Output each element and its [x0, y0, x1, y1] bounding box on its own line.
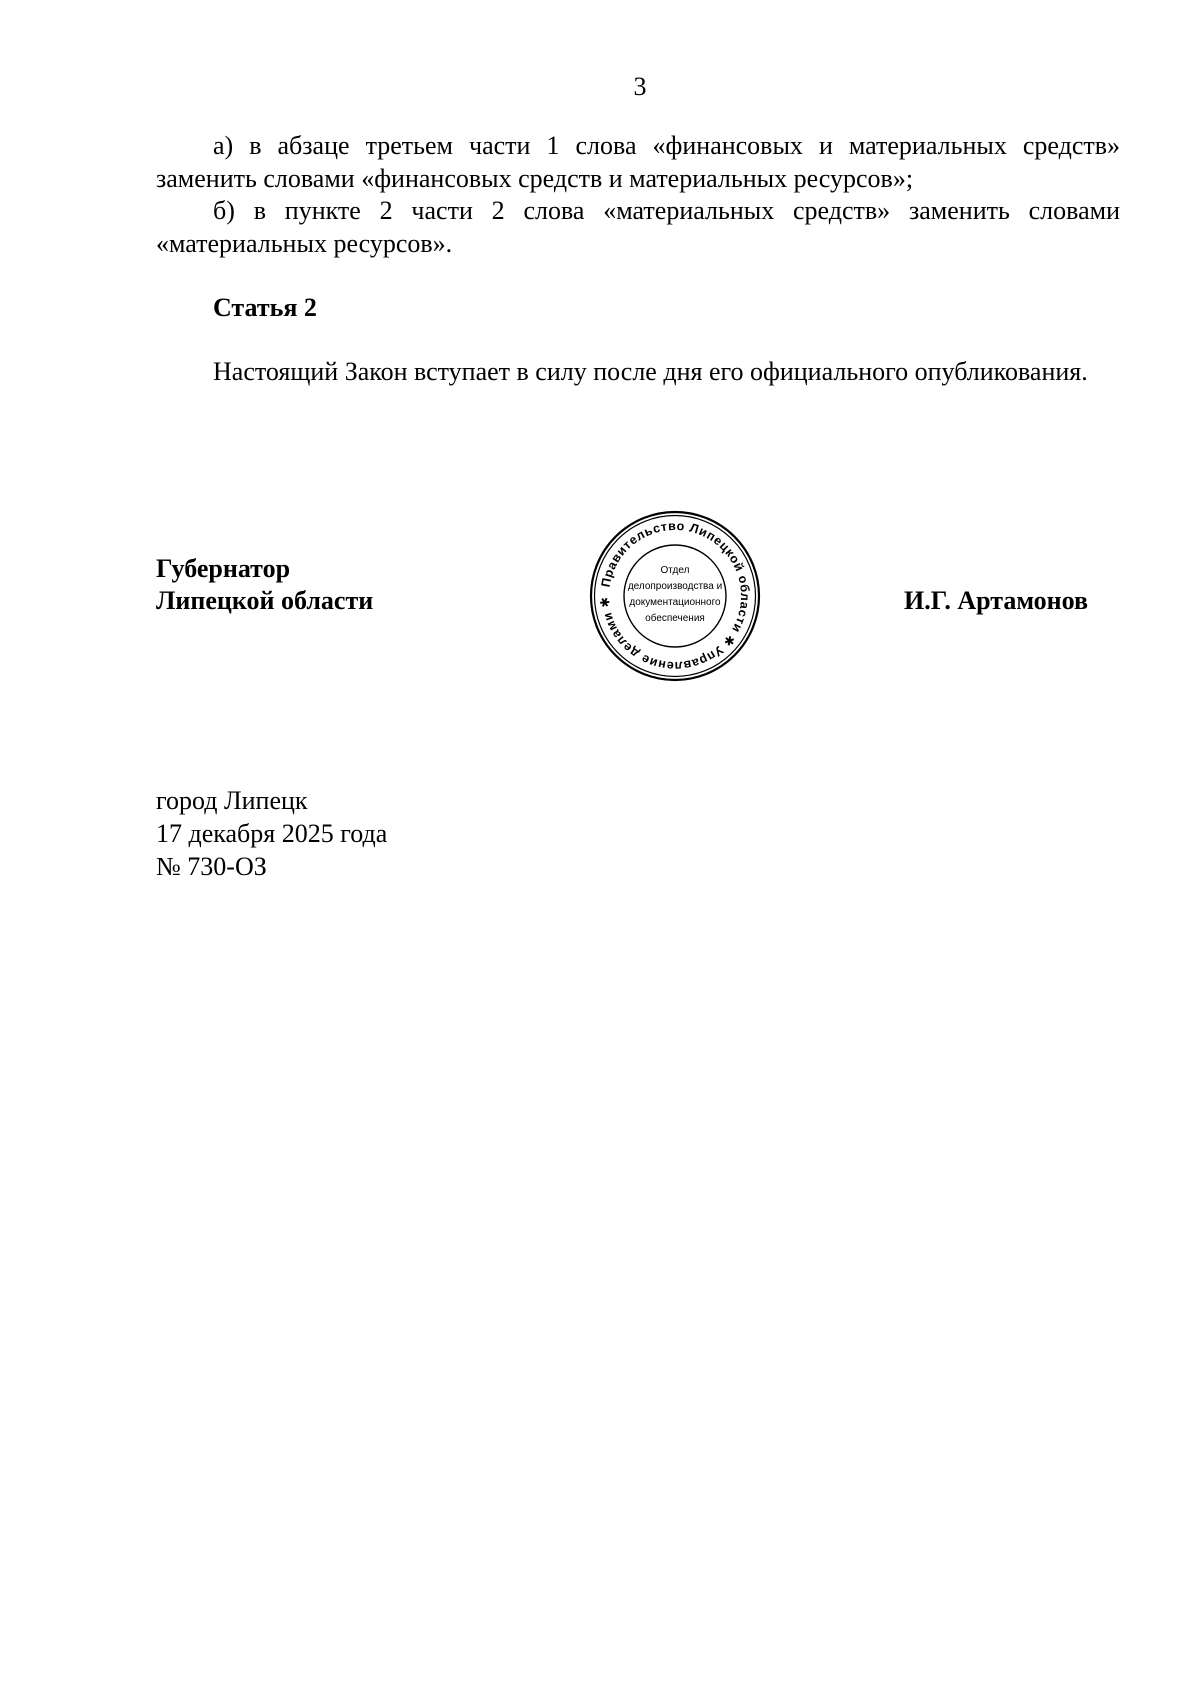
seal-inner-line4: обеспечения [645, 613, 705, 624]
signatory-title [156, 553, 373, 617]
seal-outer-text: Правительство Липецкой области ✱ Управление делами ✱ [597, 518, 753, 674]
footer-city: город Липецк [156, 786, 308, 815]
article-heading: Статья 2 [213, 293, 317, 322]
seal-inner-line2: делопроизводства и [627, 581, 723, 592]
article-paragraph: Настоящий Закон вступает в силу после дня его официального опубликования. [213, 357, 1088, 386]
signatory-name: И.Г. Артамонов [904, 586, 1089, 615]
official-seal-stamp [589, 510, 761, 682]
article-body [156, 356, 1120, 389]
footer-date: 17 декабря 2025 года [156, 819, 388, 848]
amendment-item-b: б) в пункте 2 части 2 слова «материальных средств» заменить словами «материальных ресурсов». [156, 196, 1120, 258]
document-footer [156, 784, 387, 883]
seal-inner-line3: документационного [629, 597, 721, 608]
signatory-title-line2: Липецкой области [156, 586, 374, 615]
footer-law-number: № 730-ОЗ [156, 852, 267, 881]
seal-inner-line1: Отдел [660, 565, 690, 576]
page-number: 3 [633, 72, 647, 101]
amendments-block [156, 130, 1120, 260]
amendment-item-a: а) в абзаце третьем части 1 слова «финансовых и материальных средств» заменить словами «финансовых средств и материальных ресурсов»; [156, 131, 1120, 193]
signatory-title-line1: Губернатор [156, 554, 291, 583]
